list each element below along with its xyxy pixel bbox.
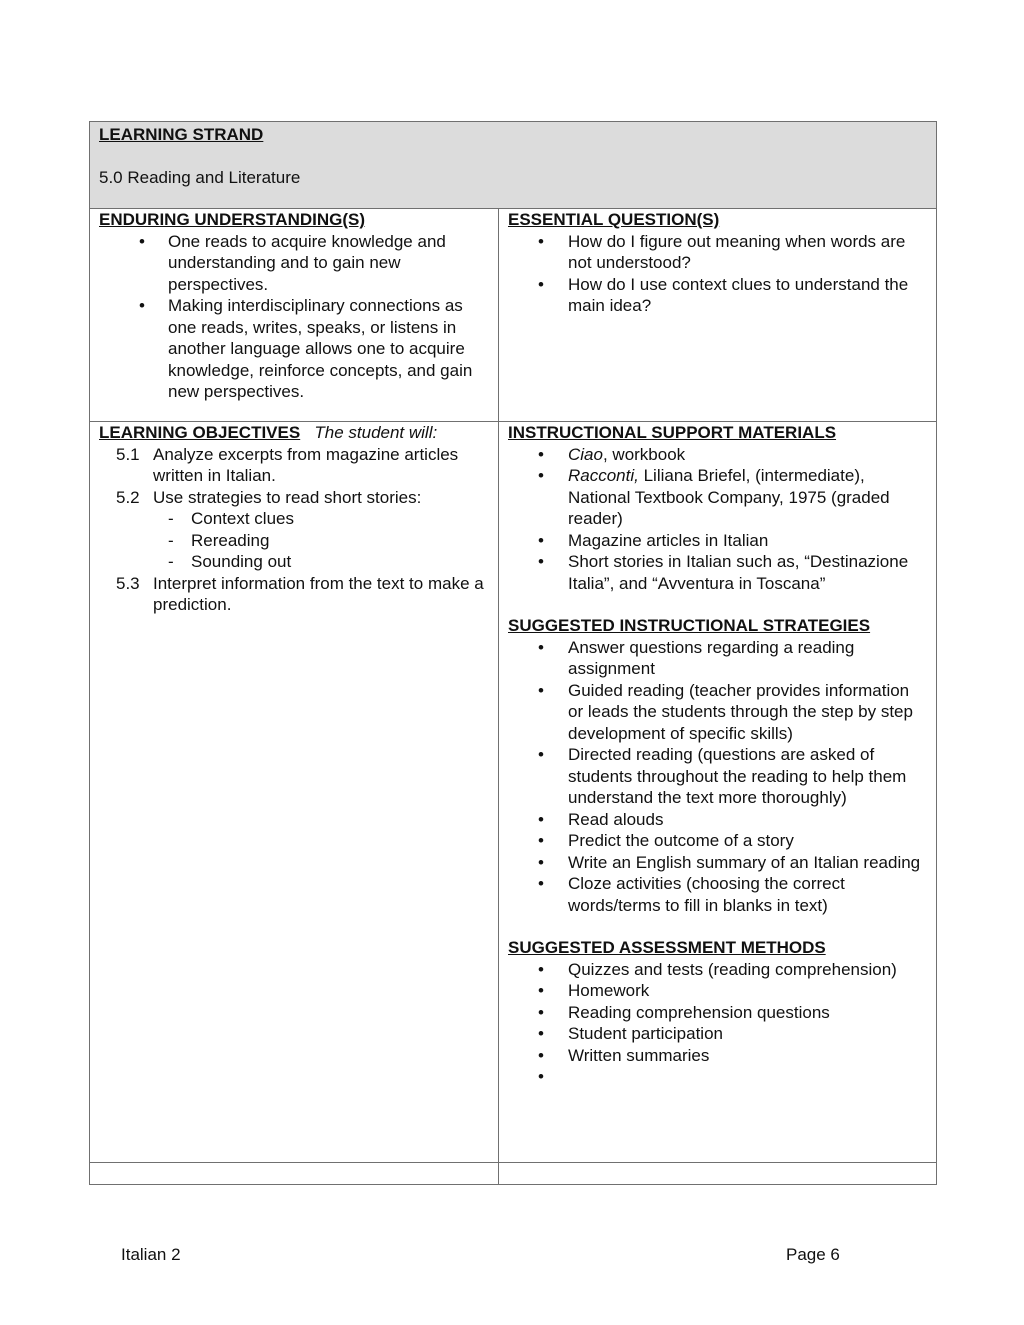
strand-row xyxy=(90,122,937,209)
essential-header: ESSENTIAL QUESTION(S) xyxy=(508,210,720,229)
assessment-header: SUGGESTED ASSESSMENT METHODS xyxy=(508,938,826,957)
assessment-item: • xyxy=(538,1067,544,1086)
objective-item: 5.1 Analyze excerpts from magazine articles written in Italian. xyxy=(116,444,459,485)
strategies-header: SUGGESTED INSTRUCTIONAL STRATEGIES xyxy=(508,616,871,635)
support-cell xyxy=(499,422,937,1163)
material-item: • Racconti, Liliana Briefel, (intermediate), National Textbook Company, 1975 (graded reader) xyxy=(538,466,890,528)
strategy-item: • Predict the outcome of a story xyxy=(538,831,794,850)
strand-cell xyxy=(90,122,937,209)
strategy-item: • Directed reading (questions are asked of students throughout the reading to help them understand the text more thoroughly) xyxy=(538,745,907,807)
objective-item: 5.3 Interpret information from the text to make a prediction. xyxy=(116,573,484,614)
footer-page-number: Page 6 xyxy=(786,1245,840,1264)
strand-value: 5.0 Reading and Literature xyxy=(99,167,301,187)
objectives-heading xyxy=(99,422,492,444)
objectives-row xyxy=(90,422,937,1163)
footer-course: Italian 2 xyxy=(121,1245,181,1264)
empty-cell-left xyxy=(90,1163,499,1185)
objectives-header: LEARNING OBJECTIVES xyxy=(99,423,301,442)
materials-header: INSTRUCTIONAL SUPPORT MATERIALS xyxy=(508,423,837,442)
essential-item: • How do I use context clues to understand the main idea? xyxy=(538,274,909,315)
enduring-cell xyxy=(90,209,499,422)
material-item: • Ciao, workbook xyxy=(538,444,686,464)
understanding-row xyxy=(90,209,937,422)
empty-row xyxy=(90,1163,937,1185)
strategy-item: • Write an English summary of an Italian reading xyxy=(538,852,921,872)
assessment-item: • Written summaries xyxy=(538,1045,710,1065)
objective-subitem: - Context clues xyxy=(168,509,294,528)
assessment-item: • Student participation xyxy=(538,1024,723,1043)
material-item: • Magazine articles in Italian xyxy=(538,530,769,550)
enduring-item: • Making interdisciplinary connections as one reads, writes, speaks, or listens in another language allows one to acquire knowledge, reinforce concepts, and gain new perspectives. xyxy=(139,296,473,401)
assessment-item: • Reading comprehension questions xyxy=(538,1002,830,1022)
objective-subitem: - Rereading xyxy=(168,530,270,550)
objective-subitem: - Sounding out xyxy=(168,552,292,571)
essential-cell xyxy=(499,209,937,422)
strand-header: LEARNING STRAND xyxy=(99,125,264,144)
objectives-intro: The student will: xyxy=(314,423,438,442)
strategy-item: • Guided reading (teacher provides information or leads the students through the step by step development of specific skills) xyxy=(538,680,913,743)
objectives-cell xyxy=(90,422,499,1163)
essential-item: • How do I figure out meaning when words are not understood? xyxy=(538,231,906,272)
enduring-header: ENDURING UNDERSTANDING(S) xyxy=(99,210,366,229)
strategy-item: • Answer questions regarding a reading assignment xyxy=(538,637,855,678)
curriculum-table xyxy=(89,121,937,1185)
strategy-item: • Cloze activities (choosing the correct words/terms to fill in blanks in text) xyxy=(538,874,845,915)
empty-cell-right xyxy=(499,1163,937,1185)
material-item: • Short stories in Italian such as, “Destinazione Italia”, and “Avventura in Toscana” xyxy=(538,552,909,593)
enduring-item: • One reads to acquire knowledge and understanding and to gain new perspectives. xyxy=(139,231,446,294)
objective-item: 5.2 Use strategies to read short stories: xyxy=(116,487,422,507)
assessment-item: • Quizzes and tests (reading comprehension) xyxy=(538,959,897,979)
assessment-item: • Homework xyxy=(538,981,650,1000)
strategy-item: • Read alouds xyxy=(538,809,664,829)
